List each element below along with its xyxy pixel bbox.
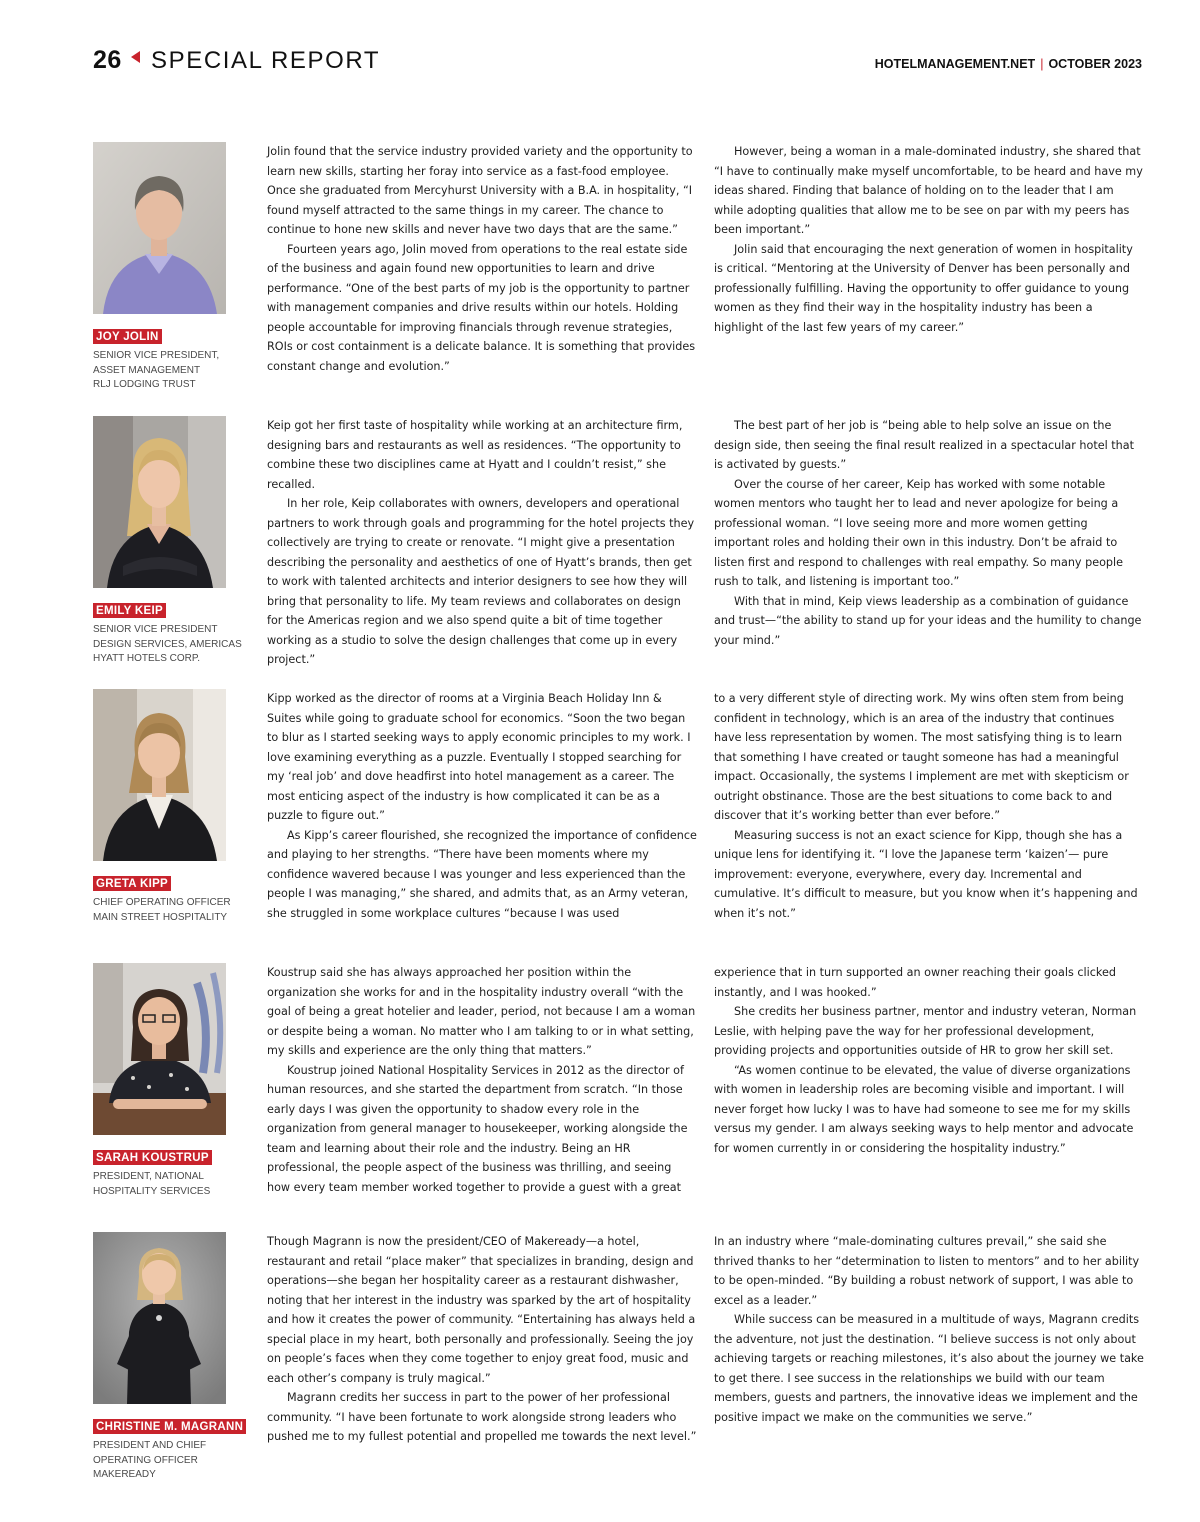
title-line: ASSET MANAGEMENT: [93, 364, 201, 376]
body-column-left: [267, 689, 697, 923]
body-column-right: [714, 963, 1144, 1158]
body-column-right: [714, 1232, 1144, 1427]
paragraph: The best part of her job is “being able to help solve an issue on the design side, then seeing the final result realized in a spectacular hotel that is activated by guests.”: [714, 419, 1134, 471]
paragraph: Fourteen years ago, Jolin moved from operations to the real estate side of the business and again found new opportunities to learn and drive performance. “One of the best parts of my job is the opportunity to partner with management companies and drive results within our hotels. Holding people accountable for improving financials through revenue strategies, ROIs or cost containment is a delicate balance. It is something that provides constant change and evolution.”: [267, 242, 696, 373]
paragraph: Jolin said that encouraging the next generation of women in hospitality is critical. “Mentoring at the University of Denver has been personally and professionally fulfilling. Having the opportunity to offer guidance to young women as they find their way in the hospitality industry has been a highlight of the last few years of my career.”: [714, 242, 1133, 334]
title-line: DESIGN SERVICES, AMERICAS: [93, 638, 242, 650]
divider: |: [1040, 57, 1044, 71]
paragraph: Measuring success is not an exact science for Kipp, though she has a unique lens for identifying it. “I love the Japanese term ‘kaizen’— pure improvement: everyone, everywhere, every day. Incremental and cumulative. It’s difficult to measure, but you know when it’s happening and when it’s not.”: [714, 828, 1138, 920]
title-line: SENIOR VICE PRESIDENT: [93, 624, 218, 635]
person-title: [93, 1439, 253, 1483]
paragraph: Kipp worked as the director of rooms at a Virginia Beach Holiday Inn & Suites while going to graduate school for economics. “Soon the two began to blur as I started seeking ways to apply economic principles to my work. I love examining everything as a puzzle. Eventually I stopped searching for my ‘real job’ and dove headfirst into hotel management as a career. The most enticing aspect of the industry is how complicated it can be as a puzzle to figure out.”: [267, 692, 691, 822]
title-line: SENIOR VICE PRESIDENT,: [93, 350, 220, 361]
paragraph: Keip got her first taste of hospitality while working at an architecture firm, designing bars and restaurants as well as residences. “The opportunity to combine these two disciplines came at Hyatt and I couldn’t resist,” she recalled.: [267, 419, 683, 491]
paragraph: “As women continue to be elevated, the value of diverse organizations with women in leadership roles are becoming visible and important. I will never forget how lucky I was to have had someone to see me for my skills versus my gender. I am always seeking ways to help mentor and advocate for women currently in or considering the hospitality industry.”: [714, 1063, 1134, 1155]
paragraph: to a very different style of directing work. My wins often stem from being confident in technology, which is an area of the industry that continues have less representation by women. The most satisfying thing is to learn that something I have created or taught someone has had a meaningful impact. Occasionally, the systems I implement are met with skepticism or outright obstinance. Those are the best situations to come back to and discover that it’s working better than ever before.”: [714, 692, 1129, 822]
portrait-photo: [93, 963, 226, 1135]
paragraph: In her role, Keip collaborates with owners, developers and operational partners to work through goals and programming for the hotel projects they collectively are trying to create or renovate. “I might give a presentation describing the personality and aesthetics of one of Hyatt’s brands, then get to work with talented architects and interior designers to see how they will bring that personality to life. My team reviews and collaborates on design for the Americas region and we also spend quite a bit of time together working as a studio to solve the design challenges that come up in every project.”: [267, 497, 695, 666]
paragraph: Over the course of her career, Keip has worked with some notable women mentors who taught her to lead and never apologize for being a professional woman. “I love seeing more and more women getting important roles and holding their own in this industry. Don’t be afraid to listen first and respond to challenges with real empathy. So many people rush to talk, and listening is important too.”: [714, 477, 1124, 588]
body-column-right: [714, 416, 1144, 650]
paragraph: In an industry where “male-dominating cultures prevail,” she said she thrived thanks to her “determination to listen to mentors” and to her ability to be open-minded. “By building a robust network of support, I was able to excel as a leader.”: [714, 1235, 1140, 1307]
site-name: HOTELMANAGEMENT.NET: [874, 57, 1036, 71]
masthead: [875, 57, 1142, 71]
page-number: 26: [93, 46, 122, 74]
person-title: [93, 349, 253, 393]
paragraph: Jolin found that the service industry provided variety and the opportunity to learn new skills, starting her foray into service as a fast-food employee. Once she graduated from Mercyhurst University with a B.A. in hospitality, “I found myself attracted to the same things in my career. The chance to continue to hone new skills and never have two days that are the same.”: [267, 145, 693, 236]
person-name: SARAH KOUSTRUP: [93, 1150, 212, 1165]
paragraph: However, being a woman in a male-dominated industry, she shared that “I have to continually make myself uncomfortable, to be heard and have my ideas shared. Finding that balance of holding on to the leader that I am while adopting qualities that allow me to be see on par with my peers has been important.”: [714, 145, 1143, 236]
portrait-photo: [93, 689, 226, 861]
title-line: PRESIDENT, NATIONAL: [93, 1171, 204, 1182]
person-name: JOY JOLIN: [93, 329, 162, 344]
paragraph: experience that in turn supported an owner reaching their goals clicked instantly, and I was hooked.”: [714, 966, 1116, 999]
person-name: CHRISTINE M. MAGRANN: [93, 1419, 246, 1434]
portrait-photo: [93, 142, 226, 314]
person-name: EMILY KEIP: [93, 603, 166, 618]
paragraph: Though Magrann is now the president/CEO of Makeready—a hotel, restaurant and retail “place maker” that specializes in branding, design and operations—she began her hospitality career as a restaurant dishwasher, noting that her interest in the industry was sparked by the art of hospitality and how it creates the power of community. “Entertaining has always held a special place in my heart, both personally and professionally. Seeing the joy on people’s faces when they come together to enjoy great food, music and each other’s company is truly magical.”: [267, 1235, 696, 1385]
page-header: [93, 44, 1142, 80]
chevron-left-icon: [131, 51, 140, 63]
portrait-photo: [93, 416, 226, 588]
paragraph: With that in mind, Keip views leadership as a combination of guidance and trust—“the ability to stand up for your ideas and the humility to change your mind.”: [714, 594, 1142, 647]
title-line: OPERATING OFFICER: [93, 1454, 198, 1466]
title-line: RLJ LODGING TRUST: [93, 379, 196, 390]
body-column-left: [267, 416, 697, 670]
person-name: GRETA KIPP: [93, 876, 171, 891]
paragraph: She credits her business partner, mentor and industry veteran, Norman Leslie, with helping pave the way for her professional development, providing projects and opportunities outside of HR to grow her skill set.: [714, 1005, 1137, 1057]
body-column-right: [714, 689, 1144, 923]
person-title: [93, 1170, 253, 1199]
body-column-left: [267, 142, 697, 376]
body-column-left: [267, 963, 697, 1197]
title-line: CHIEF OPERATING OFFICER: [93, 897, 231, 908]
title-line: HYATT HOTELS CORP.: [93, 653, 201, 664]
body-column-left: [267, 1232, 697, 1447]
title-line: HOSPITALITY SERVICES: [93, 1185, 211, 1197]
issue-date: OCTOBER 2023: [1048, 57, 1142, 71]
paragraph: Koustrup said she has always approached her position within the organization she works for and in the hospitality industry overall “with the goal of being a great hotelier and leader, period, not because I am a woman or despite being a woman. No matter who I am talking to or in what setting, my skills and experience are the only thing that matters.”: [267, 966, 696, 1057]
body-column-right: [714, 142, 1144, 337]
paragraph: As Kipp’s career flourished, she recognized the importance of confidence and playing to her strengths. “There have been moments where my confidence wavered because I was younger and less experienced than the people I was managing,” she shared, and admits that, as an Army veteran, she struggled in some workplace cultures “because I was used: [267, 828, 697, 920]
title-line: MAIN STREET HOSPITALITY: [93, 911, 228, 923]
title-line: MAKEREADY: [93, 1469, 156, 1480]
person-title: [93, 896, 253, 925]
paragraph: While success can be measured in a multitude of ways, Magrann credits the adventure, not just the destination. “I believe success is not only about achieving targets or reaching milestones, it’s also about the journey we take to get there. I see success in the relationships we build with our team members, guests and partners, the innovative ideas we implement and the positive impact we make on the communities we serve.”: [714, 1313, 1144, 1424]
portrait-photo: [93, 1232, 226, 1404]
person-title: [93, 623, 253, 667]
title-line: PRESIDENT AND CHIEF: [93, 1440, 207, 1451]
paragraph: Magrann credits her success in part to the power of her professional community. “I have been fortunate to work alongside strong leaders who pushed me to my fullest potential and propelled me towards the next level.”: [267, 1391, 697, 1443]
paragraph: Koustrup joined National Hospitality Services in 2012 as the director of human resources, and she started the department from scratch. “In those early days I was given the opportunity to shadow every role in the organization from general manager to housekeeper, working alongside the team and learning about their role and the industry. Being an HR professional, the people aspect of the business was thrilling, and seeing how every team member worked together to provide a guest with a great: [267, 1063, 688, 1194]
section-title: SPECIAL REPORT: [151, 47, 381, 74]
